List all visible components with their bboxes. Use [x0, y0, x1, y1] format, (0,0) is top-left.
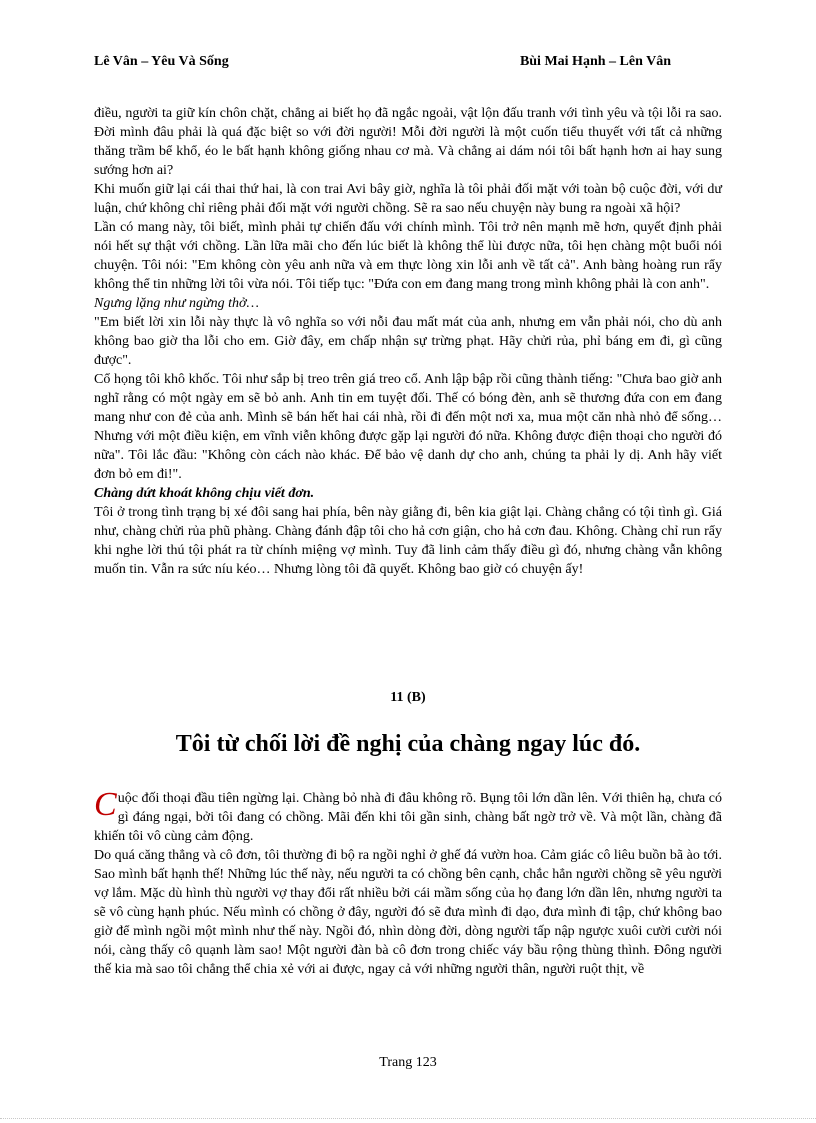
page-bottom-edge [0, 1118, 816, 1119]
paragraph-rest: uộc đối thoại đầu tiên ngừng lại. Chàng bỏ nhà đi đâu không rõ. Bụng tôi lớn dần lên. Với thiên hạ, chưa có gì đáng ngại, bởi tôi đang có chồng. Mãi đến khi tôi gần sinh, chàng bất ngờ trở về. Và một lần, chàng đã khiến tôi vô cùng cảm động. [94, 791, 722, 844]
header-authors: Bùi Mai Hạnh – Lên Vân [519, 54, 671, 69]
header-book-title: Lê Vân – Yêu Và Sống [94, 54, 229, 69]
page-number: Trang 123 [379, 1055, 437, 1070]
drop-cap-letter: C [94, 786, 117, 823]
section-1-text [94, 104, 722, 579]
section-2-text [94, 786, 723, 979]
paragraph: Khi muốn giữ lại cái thai thứ hai, là con trai Avi bây giờ, nghĩa là tôi phải đối mặt với toàn bộ cuộc đời, với dư luận, chứ không chỉ riêng phải đối mặt với người chồng. Sẽ ra sao nếu chuyện này bung ra ngoài xã hội? [94, 182, 722, 216]
chapter-title: Tôi từ chối lời đề nghị của chàng ngay lúc đó. [175, 731, 641, 757]
paragraph: điều, người ta giữ kín chôn chặt, chẳng ai biết họ đã ngắc ngoải, vật lộn đấu tranh với tình yêu và tội lỗi ra sao. Đời mình đâu phải là quá đặc biệt so với đời người! Mỗi đời người là một cuốn tiểu thuyết với tất cả những thăng trầm bể khổ, éo le bất hạnh không giống nhau cơ mà. Và chẳng ai dám nói tôi bất hạnh hơn ai hay sung sướng hơn ai? [94, 106, 722, 178]
paragraph-with-dropcap [94, 786, 722, 846]
paragraph: "Em biết lời xin lỗi này thực là vô nghĩa so với nỗi đau mất mát của anh, nhưng em vẫn phải nói, cho dù anh không bao giờ tha lỗi cho em. Giờ đây, em chấp nhận sự trừng phạt. Hãy chửi rủa, phỉ báng em đi, gì cũng được". [94, 315, 722, 368]
paragraph: Cổ họng tôi khô khốc. Tôi như sắp bị treo trên giá treo cổ. Anh lập bập rồi cũng thành tiếng: "Chưa bao giờ anh nghĩ rằng có một ngày em sẽ bỏ anh. Anh tin em tuyệt đối. Thế có bóng đèn, anh sẽ thương đứa con em đang mang như con đẻ của anh. Mình sẽ bán hết hai cái nhà, rồi đi đến một nơi xa, mua một căn nhà nhỏ để sống… Nhưng với một điều kiện, em vĩnh viễn không được gặp lại người đó nữa. Không được điện thoại cho người đó nữa". Tôi lắc đầu: "Không còn cách nào khác. Để bảo vệ danh dự cho anh, chúng ta phải ly dị. Anh hãy viết đơn bỏ em đi!". [94, 372, 722, 482]
chapter-number: 11 (B) [390, 690, 426, 705]
paragraph-italic: Ngưng lặng như ngừng thở… [94, 296, 259, 311]
paragraph-bold-italic: Chàng dứt khoát không chịu viết đơn. [94, 486, 315, 501]
paragraph: Do quá căng thẳng và cô đơn, tôi thường đi bộ ra ngồi nghỉ ở ghế đá vườn hoa. Cảm giác cô liêu buồn bã ào tới. Sao mình bất hạnh thế! Những lúc thế này, nếu người ta có chồng bên cạnh, chắc hẳn người chồng sẽ yêu người vợ lắm. Mặc dù hình thù người vợ thay đổi rất nhiều bởi cái mầm sống của họ đang lớn dần lên, nhưng người ta sẽ vô cùng hạnh phúc. Nếu mình có chồng ở đây, người đó sẽ đưa mình đi dạo, đưa mình đi tập, chứ không bao giờ để mình ngồi một mình như thế này. Ngồi đó, nhìn dòng đời, dòng người tấp nập ngược xuôi cười cười nói nói, càng thấy cô quạnh làm sao! Một người đàn bà cô đơn trong chiếc váy bầu rộng thùng thình. Đông người thế kia mà sao tôi chẳng thể chia xẻ với ai được, ngay cả với những người thân, người ruột thịt, về [94, 848, 723, 977]
paragraph: Tôi ở trong tình trạng bị xé đôi sang hai phía, bên này giằng đi, bên kia giật lại. Chàng chẳng có tội tình gì. Giá như, chàng chửi rủa phũ phàng. Chàng đánh đập tôi cho hả cơn giận, cho hả cơn đau. Không. Chàng chỉ run rẩy khi nghe lời thú tội phát ra từ chính miệng vợ mình. Tuy đã linh cảm thấy điều gì đó, nhưng chàng vẫn không muốn tin. Vẫn ra sức níu kéo… Nhưng lòng tôi đã quyết. Không bao giờ có chuyện ấy! [94, 505, 722, 577]
paragraph: Lần có mang này, tôi biết, mình phải tự chiến đấu với chính mình. Tôi trở nên mạnh mẽ hơn, quyết định phải nói hết sự thật với chồng. Lần lữa mãi cho đến lúc biết là không thể lùi được nữa, tôi hẹn chàng một buổi nói chuyện. Tôi nói: "Em không còn yêu anh nữa và em thực lòng xin lỗi anh về tất cả". Anh bàng hoàng run rẩy không thể tin những lời tôi vừa nói. Tôi tiếp tục: "Đứa con em đang mang trong mình không phải là con anh". [94, 220, 722, 292]
